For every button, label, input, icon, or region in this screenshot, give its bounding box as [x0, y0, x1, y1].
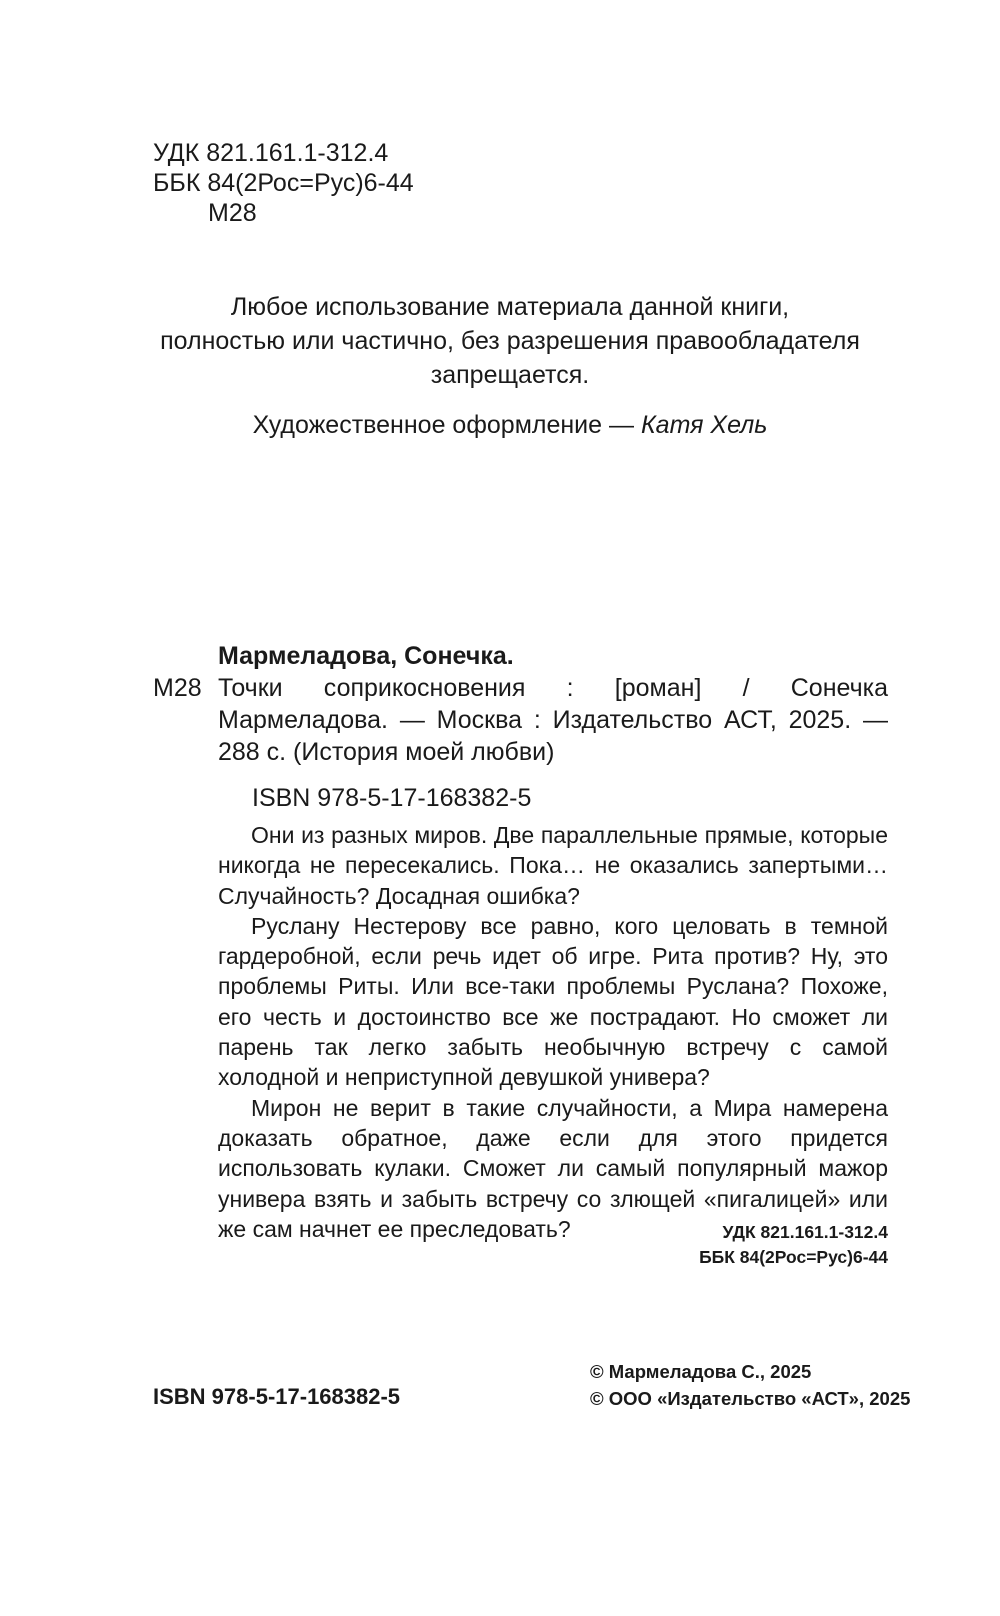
notice-line: полностью или частично, без разрешения правообладателя: [160, 327, 860, 355]
bbk-code-bottom: ББК 84(2Рос=Рус)6-44: [699, 1247, 888, 1267]
author-mark: М28: [208, 199, 257, 227]
annotation-paragraph: Руслану Нестерову все равно, кого целовать в темной гардеробной, если речь идет об игре. Рита против? Ну, это проблемы Риты. Или все-таки проблемы Руслана? Похоже, его честь и достоинство все же пострадают. Но сможет ли парень так легко забыть необычную встречу с самой холодной и неприступной девушкой универа?: [218, 912, 888, 1091]
classification-block-bottom: [600, 1220, 888, 1270]
annotation-paragraph: Мирон не верит в такие случайности, а Мира намерена доказать обратное, даже если для этого придется использовать кулаки. Сможет ли самый популярный мажор универа взять и забыть встречу со злющей «пигалицей» или же сам начнет ее преследовать?: [218, 1094, 888, 1242]
copyright-notice: [140, 290, 880, 392]
udk-code-bottom: УДК 821.161.1-312.4: [722, 1222, 888, 1242]
record-text: Точки соприкосновения : [роман] / Сонечка Мармеладова. — Москва : Издательство АСТ, 2025. — 288 с. (История моей любви): [218, 674, 888, 766]
artist-name: Катя Хель: [640, 411, 768, 439]
copyright-author: © Мармеладова С., 2025: [590, 1361, 812, 1382]
udk-code: УДК 821.161.1-312.4: [153, 139, 389, 167]
art-credit: [140, 408, 880, 442]
classification-block-top: [153, 138, 414, 228]
record-isbn: ISBN 978-5-17-168382-5: [252, 784, 532, 812]
notice-line: запрещается.: [430, 361, 590, 389]
annotation: [218, 820, 888, 1244]
copyright-publisher: © ООО «Издательство «АСТ», 2025: [590, 1388, 911, 1409]
record-body: [153, 672, 888, 768]
bbk-code: ББК 84(2Рос=Рус)6-44: [153, 169, 414, 197]
copyright-lines: [590, 1358, 910, 1412]
footer-isbn: ISBN 978-5-17-168382-5: [153, 1384, 401, 1409]
notice-line: Любое использование материала данной книги,: [230, 293, 790, 321]
author-heading: Мармеладова, Сонечка.: [218, 642, 514, 670]
art-credit-label: Художественное оформление —: [252, 411, 641, 439]
annotation-paragraph: Они из разных миров. Две параллельные прямые, которые никогда не пересекались. Пока… не оказались запертыми… Случайность? Досадная ошибка?: [218, 822, 888, 909]
bibliographic-record: [153, 640, 888, 814]
record-author-mark: М28: [153, 674, 202, 702]
